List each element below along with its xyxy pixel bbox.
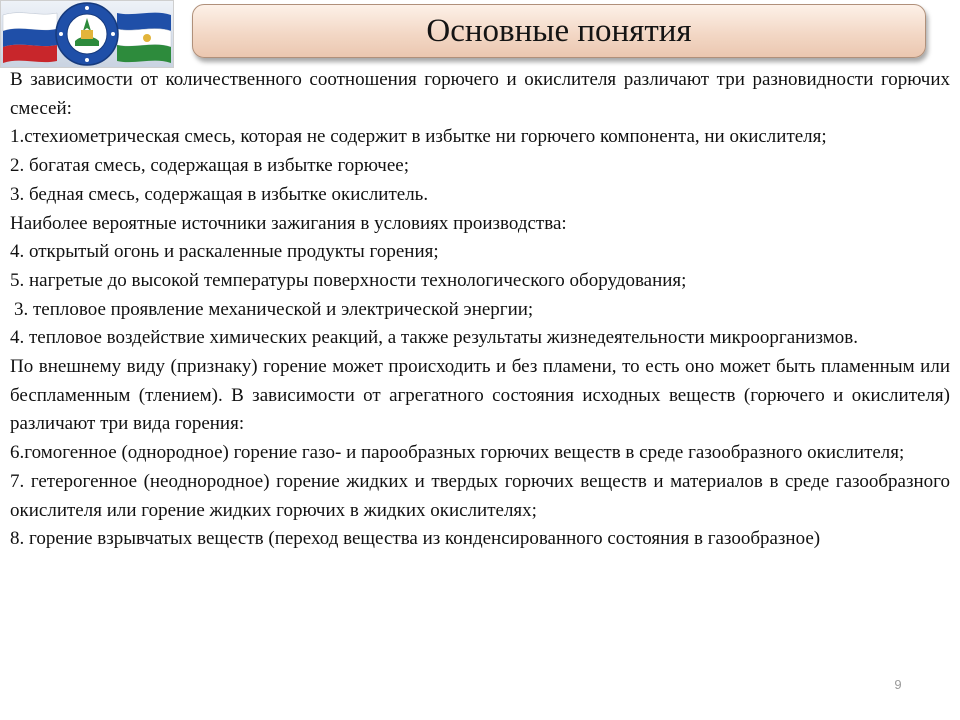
logo-graphic (1, 1, 173, 67)
body-paragraph: Наиболее вероятные источники зажигания в условиях производства: (10, 212, 567, 234)
body-text (10, 66, 950, 554)
university-logo (0, 0, 174, 68)
body-paragraph: 6.гомогенное (однородное) горение газо- и парообразных горючих веществ в среде газообразного окислителя; (10, 442, 905, 464)
body-paragraph: 7. гетерогенное (неоднородное) горение жидких и твердых горючих веществ и материалов в среде газообразного окислителя или горение жидких горючих в жидких окислителях; (10, 470, 950, 521)
bashkortostan-flag-icon (117, 13, 171, 63)
body-paragraph: 3. тепловое проявление механической и электрической энергии; (14, 298, 534, 320)
body-paragraph: 1.стехиометрическая смесь, которая не содержит в избытке ни горючего компонента, ни окислителя; (10, 126, 827, 148)
slide-title: Основные понятия (426, 12, 692, 49)
body-paragraph: 4. открытый огонь и раскаленные продукты горения; (10, 241, 439, 263)
body-paragraph: 3. бедная смесь, содержащая в избытке окислитель. (10, 183, 429, 205)
body-paragraph: По внешнему виду (признаку) горение может происходить и без пламени, то есть оно может быть пламенным или беспламенным (тлением). В зависимости от агрегатного состояния исходных веществ (горючего и окислителя) различают три вида горения: (10, 356, 950, 435)
body-paragraph: 8. горение взрывчатых веществ (переход вещества из конденсированного состояния в газообразное) (10, 528, 821, 550)
title-banner (192, 4, 926, 58)
body-paragraph: В зависимости от количественного соотношения горючего и окислителя различают три разновидности горючих смесей: (10, 69, 950, 119)
body-paragraph: 2. богатая смесь, содержащая в избытке горючее; (10, 155, 409, 177)
emblem-seal-icon (56, 3, 118, 65)
page-number: 9 (894, 677, 902, 692)
russian-flag-icon (3, 13, 57, 63)
body-paragraph: 5. нагретые до высокой температуры поверхности технологического оборудования; (10, 269, 687, 291)
body-paragraph: 4. тепловое воздействие химических реакций, а также результаты жизнедеятельности микроорганизмов. (10, 327, 858, 349)
